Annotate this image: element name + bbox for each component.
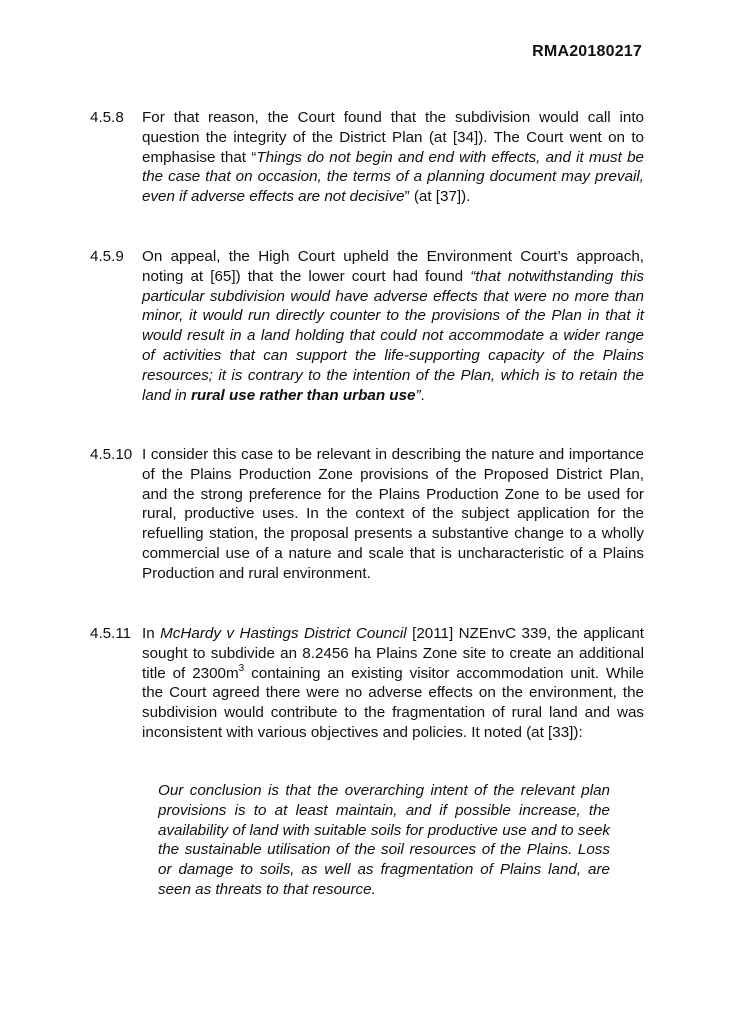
text-segment: ” (at [37]).	[404, 188, 471, 206]
document-reference: RMA20180217	[532, 43, 642, 60]
paragraph-4-5-8	[90, 108, 644, 207]
text-segment: On appeal, the High Court upheld the Environment Court’s approach, noting at [65]) that the lower court had found	[142, 248, 644, 285]
paragraph-text	[142, 108, 644, 207]
paragraph-4-5-10	[90, 445, 644, 584]
text-segment: Things do not begin and end with effects, and it must be the case that on occasion, the terms of a planning document may prevail, even if adverse effects are not decisive	[142, 148, 644, 206]
text-segment: McHardy v Hastings District Council	[160, 625, 407, 642]
paragraph-4-5-9	[90, 247, 644, 405]
text-segment: containing an existing visitor accommodation unit. While the Court agreed there were no adverse effects on the environment, the subdivision would contribute to the fragmentation of rural land and was inconsistent with various objectives and policies. It noted (at [33]):	[142, 664, 645, 741]
text-segment: For that reason, the Court found that the subdivision would call into question the integrity of the District Plan (at [34]). The Court went on to emphasise that “	[142, 109, 644, 166]
text-segment: I consider this case to be relevant in describing the nature and importance of the Plains Production Zone provisions of the Proposed District Plan, and the strong preference for the Plains Production Zone to be used for rural, productive uses. In the context of the subject application for the refuelling station, the proposal presents a substantive change to a wholly commercial use of a nature and scale that is uncharacteristic of a Plains Production and rural environment.	[142, 446, 644, 582]
text-segment: 3	[238, 662, 245, 674]
paragraph-text	[142, 624, 644, 743]
paragraph-text	[142, 247, 644, 405]
paragraph-number: 4.5.11	[90, 625, 132, 642]
paragraph-number: 4.5.9	[90, 248, 124, 265]
text-segment: [2011] NZEnvC 339, the applicant sought to subdivide an 8.2456 ha Plains Zone site to create an additional title of 2300m	[142, 625, 644, 682]
paragraph-text	[142, 445, 644, 584]
block-quote: Our conclusion is that the overarching intent of the relevant plan provisions is to at least maintain, and if possible increase, the availability of land with suitable soils for productive use and to seek the sustainable utilisation of the soil resources of the Plains. Loss or damage to soils, as well as fragmentation of Plains land, are seen as threats to that resource.	[158, 782, 610, 898]
paragraph-number: 4.5.8	[90, 109, 124, 126]
text-segment: “that notwithstanding this particular subdivision would have adverse effects that were no more than minor, it would run directly counter to the provisions of the Plan in that it would result in a land holding that could not accommodate a wider range of activities that can support the life-supporting capacity of the Plains resources; it is contrary to the intention of the Plan, which is to retain the land in	[142, 267, 644, 404]
text-segment: .	[420, 386, 425, 404]
paragraph-number: 4.5.10	[90, 446, 133, 463]
text-segment: rural use rather than urban use	[190, 386, 416, 404]
text-segment: ”	[415, 386, 421, 404]
text-segment: In	[142, 625, 161, 642]
paragraph-4-5-11	[90, 624, 644, 743]
